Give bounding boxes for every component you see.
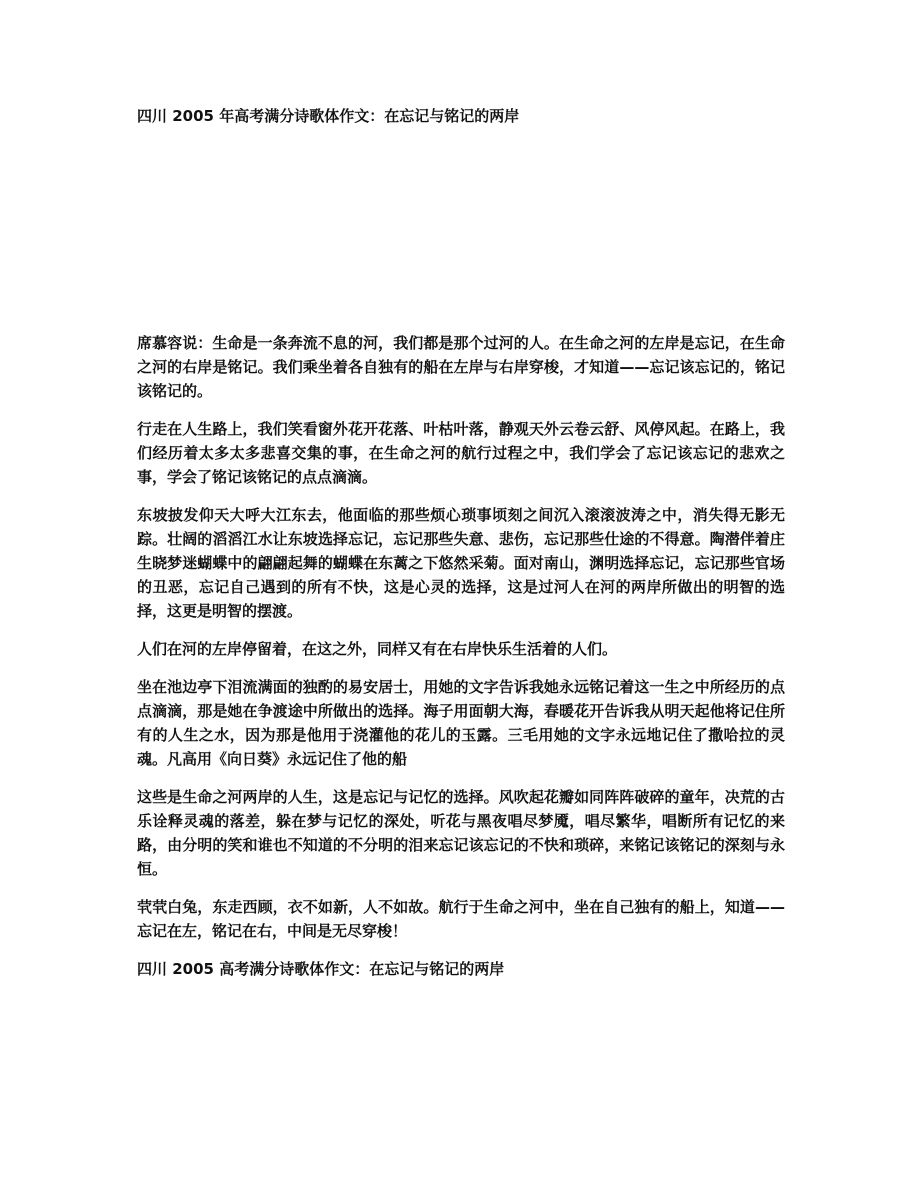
paragraph-5: 坐在池边亭下泪流满面的独酌的易安居士，用她的文字告诉我她永远铭记着这一生之中所经历的点点滴滴，那是她在争渡途中所做出的选择。海子用面朝大海，春暖花开告诉我从明天起他将记住所有的人生之水，因为那是他用于浇灌他的花儿的玉露。三毛用她的文字永远地记住了撒哈拉的灵魂。凡高用《向日葵》永远记住了他的船 [137,678,785,768]
paragraph-4: 人们在河的左岸停留着，在这之外，同样又有在右岸快乐生活着的人们。 [137,640,618,658]
document-body [137,331,785,981]
footer-title: 四川 2005 高考满分诗歌体作文：在忘记与铭记的两岸 [137,960,505,978]
paragraph-2: 行走在人生路上，我们笑看窗外花开花落、叶枯叶落，静观天外云卷云舒、风停风起。在路上，我们经历着太多太多悲喜交集的事，在生命之河的航行过程之中，我们学会了忘记该忘记的悲欢之事，学会了铭记该铭记的点点滴滴。 [137,420,785,486]
paragraph-3: 东坡披发仰天大呼大江东去，他面临的那些烦心琐事顷刻之间沉入滚滚波涛之中，消失得无影无踪。壮阔的滔滔江水让东坡选择忘记，忘记那些失意、悲伤，忘记那些仕途的不得意。陶潜伴着庄生晓梦迷蝴蝶中的翩翩起舞的蝴蝶在东蓠之下悠然采菊。面对南山，渊明选择忘记，忘记那些官场的丑恶，忘记自己遇到的所有不快，这是心灵的选择，这是过河人在河的两岸所做出的明智的选择，这更是明智的摆渡。 [137,506,785,620]
paragraph-6: 这些是生命之河两岸的人生，这是忘记与记忆的选择。风吹起花瓣如同阵阵破碎的童年，决荒的古乐诠释灵魂的落差，躲在梦与记忆的深处，听花与黑夜唱尽梦魇，唱尽繁华，唱断所有记忆的来路，由分明的笑和谁也不知道的不分明的泪来忘记该忘记的不快和琐碎，来铭记该铭记的深刻与永恒。 [137,788,785,878]
document-title: 四川 2005 年高考满分诗歌体作文：在忘记与铭记的两岸 [137,107,520,125]
paragraph-7: 茕茕白兔，东走西顾，衣不如新，人不如故。航行于生命之河中，坐在自己独有的船上，知道——忘记在左，铭记在右，中间是无尽穿梭！ [137,898,785,940]
paragraph-1: 席慕容说：生命是一条奔流不息的河，我们都是那个过河的人。在生命之河的左岸是忘记，在生命之河的右岸是铭记。我们乘坐着各自独有的船在左岸与右岸穿梭，才知道——忘记该忘记的，铭记该铭记的。 [137,334,785,400]
